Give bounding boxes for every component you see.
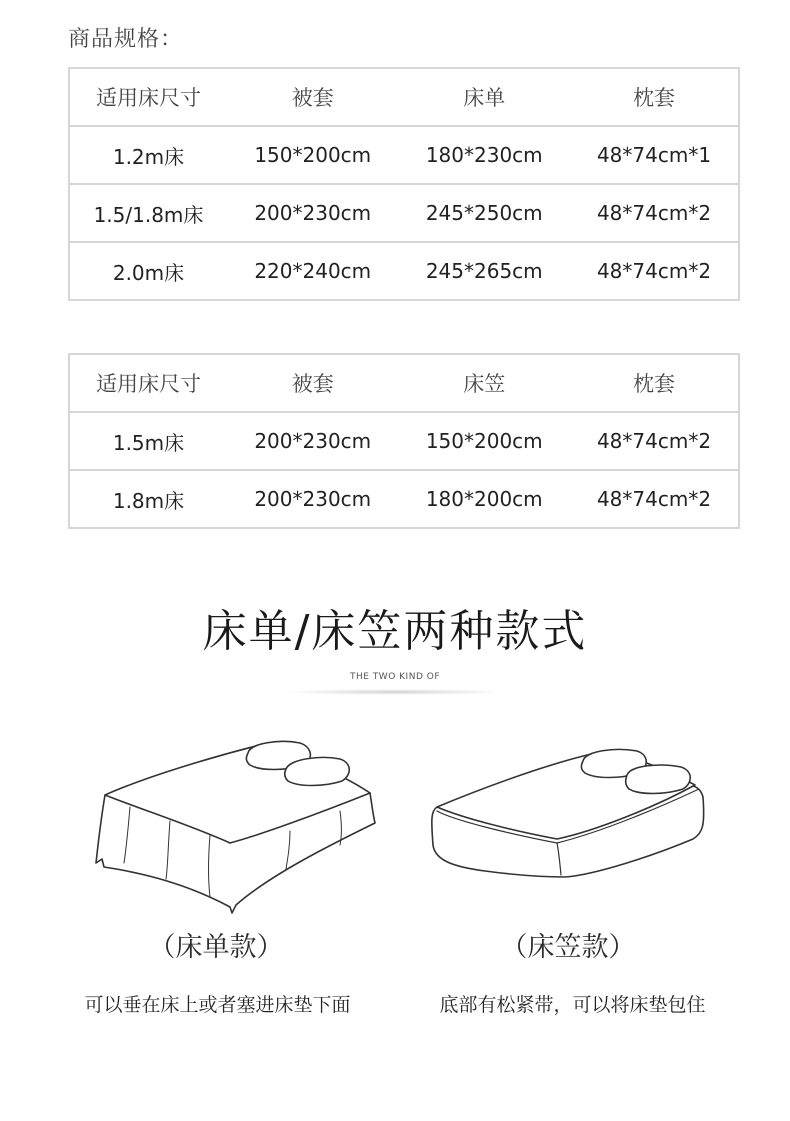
cell-duvet-cover: 220*240cm (227, 242, 399, 300)
spec-table-flat-sheet (68, 67, 740, 301)
cell-bed-sheet: 245*265cm (399, 242, 571, 300)
table-row (69, 242, 739, 300)
header-bed-sheet: 床单 (399, 68, 571, 126)
header-pillowcase: 枕套 (570, 68, 739, 126)
cell-duvet-cover: 200*230cm (227, 470, 399, 528)
cell-duvet-cover: 200*230cm (227, 184, 399, 242)
section-title: 床单/床笠两种款式 (202, 606, 588, 657)
cell-bed-size: 1.5/1.8m床 (69, 184, 227, 242)
cell-bed-size: 1.5m床 (69, 412, 227, 470)
spec-table-fitted-sheet (68, 353, 740, 529)
table-row (69, 184, 739, 242)
flat-sheet-bed-icon (90, 735, 390, 915)
fitted-sheet-bed-icon (425, 735, 715, 895)
style-name-flat-sheet: （床单款） (148, 932, 284, 963)
cell-pillowcase: 48*74cm*1 (570, 126, 739, 184)
cell-pillowcase: 48*74cm*2 (570, 184, 739, 242)
header-bed-size: 适用床尺寸 (69, 354, 227, 412)
style-name-fitted-sheet: （床笠款） (500, 932, 636, 963)
cell-fitted-sheet: 150*200cm (399, 412, 571, 470)
header-fitted-sheet: 床笠 (399, 354, 571, 412)
style-description-fitted-sheet: 底部有松紧带，可以将床垫包住 (439, 994, 706, 1016)
style-description-flat-sheet: 可以垂在床上或者塞进床垫下面 (84, 994, 351, 1016)
cell-bed-size: 1.2m床 (69, 126, 227, 184)
table-row (69, 126, 739, 184)
cell-duvet-cover: 150*200cm (227, 126, 399, 184)
cell-bed-sheet: 245*250cm (399, 184, 571, 242)
subtitle-shadow-divider (285, 689, 505, 695)
spec-heading: 商品规格： (68, 27, 184, 52)
table-row (69, 412, 739, 470)
cell-pillowcase: 48*74cm*2 (570, 242, 739, 300)
table-header-row (69, 68, 739, 126)
cell-fitted-sheet: 180*200cm (399, 470, 571, 528)
section-subtitle: THE TWO KIND OF (350, 672, 440, 682)
header-duvet-cover: 被套 (227, 354, 399, 412)
table-row (69, 470, 739, 528)
table-header-row (69, 354, 739, 412)
header-pillowcase: 枕套 (570, 354, 739, 412)
cell-duvet-cover: 200*230cm (227, 412, 399, 470)
cell-bed-size: 1.8m床 (69, 470, 227, 528)
cell-bed-sheet: 180*230cm (399, 126, 571, 184)
cell-pillowcase: 48*74cm*2 (570, 412, 739, 470)
cell-pillowcase: 48*74cm*2 (570, 470, 739, 528)
header-duvet-cover: 被套 (227, 68, 399, 126)
cell-bed-size: 2.0m床 (69, 242, 227, 300)
header-bed-size: 适用床尺寸 (69, 68, 227, 126)
